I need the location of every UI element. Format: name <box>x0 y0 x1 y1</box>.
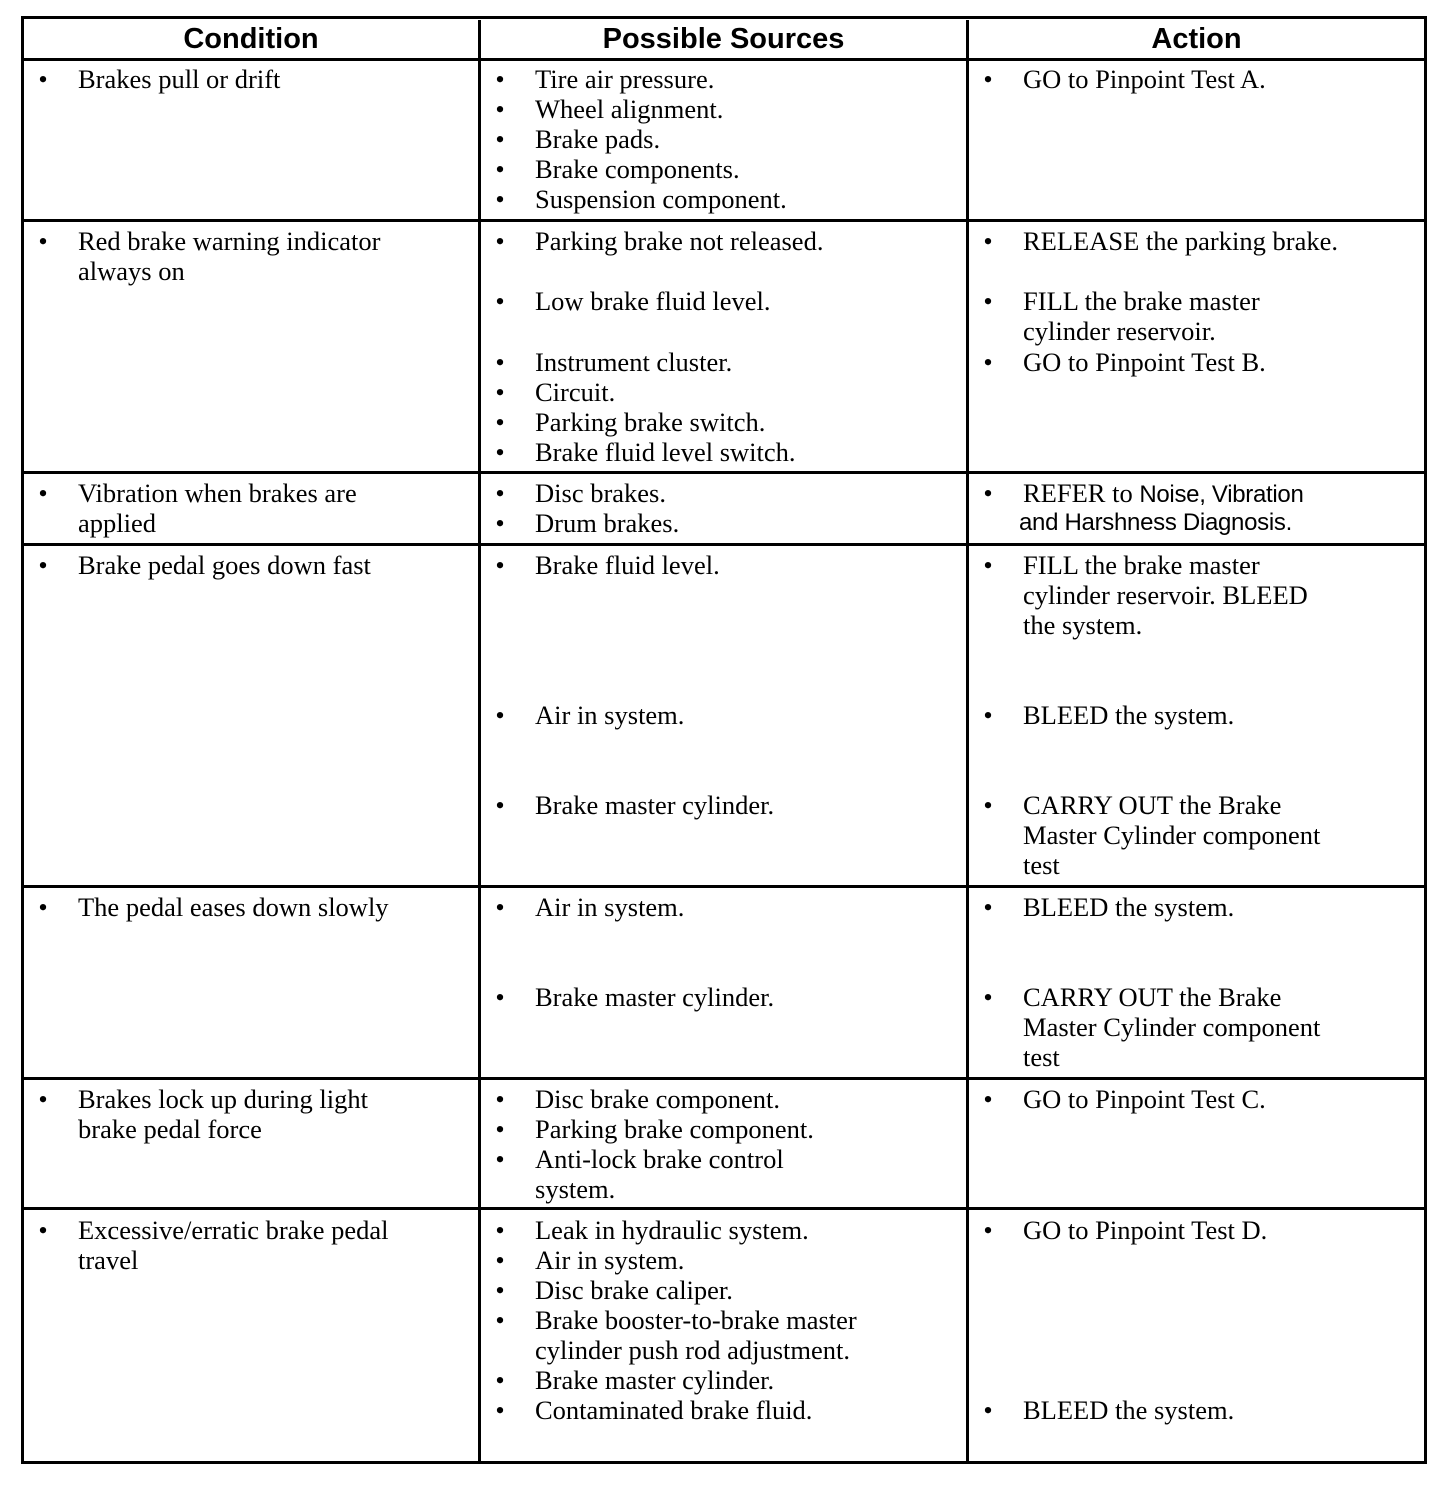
table-bottom-border <box>21 1461 1427 1464</box>
bullet-marker: • <box>983 550 993 580</box>
source-item <box>493 94 923 124</box>
condition-item-line: The pedal eases down slowly <box>78 892 389 922</box>
bullet-marker: • <box>495 407 505 437</box>
bullet-marker: • <box>495 550 505 580</box>
action-item-line: GO to Pinpoint Test B. <box>1023 347 1266 377</box>
source-item-line: Anti-lock brake control <box>535 1144 784 1174</box>
source-item <box>493 982 923 1012</box>
bullet-marker: • <box>495 1245 505 1275</box>
action-item-line: FILL the brake master <box>1023 286 1260 316</box>
condition-item-line: travel <box>78 1245 139 1276</box>
source-item <box>493 347 923 377</box>
action-item-line: BLEED the system. <box>1023 892 1235 922</box>
action-item-line: BLEED the system. <box>1023 1395 1235 1425</box>
source-item-line: Parking brake component. <box>535 1114 814 1144</box>
source-item-line: Brake master cylinder. <box>535 790 775 820</box>
header-condition: Condition <box>183 23 319 55</box>
bullet-marker: • <box>495 1144 505 1174</box>
bullet-marker: • <box>38 64 48 94</box>
source-item <box>493 700 923 730</box>
header-divider <box>21 58 1427 61</box>
row-divider <box>21 1207 1427 1210</box>
action-item <box>981 892 1411 922</box>
source-item-line: Circuit. <box>535 377 616 407</box>
bullet-marker: • <box>495 377 505 407</box>
source-item <box>493 550 923 580</box>
action-item <box>981 226 1411 256</box>
source-item-line: Disc brake component. <box>535 1084 781 1114</box>
action-item <box>981 550 1411 641</box>
bullet-marker: • <box>983 64 993 94</box>
bullet-marker: • <box>495 1114 505 1144</box>
source-item-line: Parking brake switch. <box>535 407 766 437</box>
bullet-marker: • <box>983 226 993 256</box>
row-divider <box>21 471 1427 474</box>
action-item-line: FILL the brake master <box>1023 550 1260 580</box>
bullet-marker: • <box>495 1215 505 1245</box>
header-action: Action <box>1151 23 1242 55</box>
source-item <box>493 1245 923 1275</box>
source-item <box>493 286 923 316</box>
header-possible-sources: Possible Sources <box>602 23 845 55</box>
bullet-marker: • <box>495 347 505 377</box>
source-item-line: cylinder push rod adjustment. <box>535 1335 850 1366</box>
bullet-marker: • <box>495 64 505 94</box>
bullet-marker: • <box>983 1395 993 1425</box>
source-item <box>493 1084 923 1114</box>
condition-item-line: brake pedal force <box>78 1114 262 1145</box>
reference-title: Noise, Vibration <box>1139 481 1304 508</box>
source-item <box>493 1275 923 1305</box>
action-item-line: CARRY OUT the Brake <box>1023 790 1282 820</box>
action-item-line: and Harshness Diagnosis. <box>1019 509 1292 537</box>
source-item-line: system. <box>535 1174 616 1205</box>
bullet-marker: • <box>495 1084 505 1114</box>
source-item-line: Brake master cylinder. <box>535 1365 775 1395</box>
condition-item-line: Vibration when brakes are <box>78 478 357 508</box>
condition-item-line: Brakes lock up during light <box>78 1084 368 1114</box>
source-item <box>493 226 923 256</box>
bullet-marker: • <box>38 226 48 256</box>
source-item <box>493 508 923 538</box>
action-item <box>981 286 1411 346</box>
bullet-marker: • <box>495 700 505 730</box>
action-item <box>981 700 1411 730</box>
condition-item <box>36 478 466 538</box>
condition-item-line: Red brake warning indicator <box>78 226 381 256</box>
bullet-marker: • <box>495 1365 505 1395</box>
bullet-marker: • <box>495 982 505 1012</box>
source-item <box>493 124 923 154</box>
source-item-line: Instrument cluster. <box>535 347 733 377</box>
bullet-marker: • <box>983 478 993 508</box>
source-item <box>493 64 923 94</box>
action-item <box>981 1084 1411 1114</box>
table-top-border <box>21 16 1427 19</box>
action-item-line: the system. <box>1023 610 1143 641</box>
action-item-line: CARRY OUT the Brake <box>1023 982 1282 1012</box>
condition-item <box>36 64 466 94</box>
column-divider-right <box>1424 18 1427 1464</box>
bullet-marker: • <box>495 124 505 154</box>
condition-item <box>36 892 466 922</box>
source-item <box>493 478 923 508</box>
bullet-marker: • <box>495 1305 505 1335</box>
action-item <box>981 64 1411 94</box>
bullet-marker: • <box>983 982 993 1012</box>
bullet-marker: • <box>983 1215 993 1245</box>
refer-prefix: REFER to <box>1023 478 1140 508</box>
source-item-line: Low brake fluid level. <box>535 286 771 316</box>
source-item-line: Brake booster-to-brake master <box>535 1305 857 1335</box>
source-item-line: Wheel alignment. <box>535 94 724 124</box>
bullet-marker: • <box>983 892 993 922</box>
condition-item-line: Excessive/erratic brake pedal <box>78 1215 389 1245</box>
action-item <box>981 478 1411 538</box>
source-item-line: Contaminated brake fluid. <box>535 1395 813 1425</box>
column-divider-2 <box>966 20 969 1461</box>
source-item-line: Air in system. <box>535 700 685 730</box>
action-item-line: Master Cylinder component <box>1023 1012 1321 1043</box>
action-item <box>981 1395 1411 1425</box>
condition-item-line: applied <box>78 508 156 539</box>
source-item-line: Tire air pressure. <box>535 64 715 94</box>
bullet-marker: • <box>495 154 505 184</box>
action-item <box>981 347 1411 377</box>
condition-item <box>36 1084 466 1144</box>
bullet-marker: • <box>495 226 505 256</box>
action-item-line: RELEASE the parking brake. <box>1023 226 1338 256</box>
source-item-line: Parking brake not released. <box>535 226 824 256</box>
bullet-marker: • <box>983 790 993 820</box>
bullet-marker: • <box>495 1275 505 1305</box>
row-divider <box>21 885 1427 888</box>
action-item-line: cylinder reservoir. BLEED <box>1023 580 1308 611</box>
source-item <box>493 1114 923 1144</box>
condition-item-line: Brake pedal goes down fast <box>78 550 371 580</box>
row-divider <box>21 219 1427 222</box>
action-item-line: test <box>1023 1042 1060 1073</box>
source-item-line: Brake pads. <box>535 124 661 154</box>
bullet-marker: • <box>983 700 993 730</box>
source-item <box>493 1395 923 1425</box>
source-item-line: Brake master cylinder. <box>535 982 775 1012</box>
action-item-line: BLEED the system. <box>1023 700 1235 730</box>
action-item <box>981 790 1411 881</box>
source-item-line: Disc brake caliper. <box>535 1275 733 1305</box>
column-divider-left <box>21 18 24 1464</box>
source-item <box>493 1305 923 1365</box>
source-item-line: Suspension component. <box>535 184 787 214</box>
source-item <box>493 1365 923 1395</box>
bullet-marker: • <box>38 550 48 580</box>
bullet-marker: • <box>495 508 505 538</box>
source-item-line: Brake fluid level switch. <box>535 437 796 467</box>
source-item <box>493 377 923 407</box>
condition-item-line: Brakes pull or drift <box>78 64 281 94</box>
bullet-marker: • <box>495 790 505 820</box>
source-item-line: Drum brakes. <box>535 508 680 538</box>
row-divider <box>21 1077 1427 1080</box>
source-item-line: Leak in hydraulic system. <box>535 1215 809 1245</box>
bullet-marker: • <box>38 1215 48 1245</box>
source-item <box>493 184 923 214</box>
source-item-line: Brake fluid level. <box>535 550 720 580</box>
bullet-marker: • <box>983 1084 993 1114</box>
bullet-marker: • <box>495 478 505 508</box>
bullet-marker: • <box>495 94 505 124</box>
condition-item <box>36 1215 466 1275</box>
action-item-line: Master Cylinder component <box>1023 820 1321 851</box>
bullet-marker: • <box>495 184 505 214</box>
bullet-marker: • <box>38 1084 48 1114</box>
bullet-marker: • <box>495 892 505 922</box>
condition-item-line: always on <box>78 256 185 287</box>
action-item-line: cylinder reservoir. <box>1023 316 1216 347</box>
source-item-line: Brake components. <box>535 154 740 184</box>
source-item <box>493 154 923 184</box>
action-item <box>981 982 1411 1073</box>
source-item-line: Disc brakes. <box>535 478 666 508</box>
bullet-marker: • <box>38 478 48 508</box>
row-divider <box>21 543 1427 546</box>
condition-item <box>36 550 466 580</box>
source-item <box>493 437 923 467</box>
column-divider-1 <box>478 20 481 1461</box>
source-item <box>493 1215 923 1245</box>
bullet-marker: • <box>495 437 505 467</box>
bullet-marker: • <box>983 286 993 316</box>
source-item-line: Air in system. <box>535 1245 685 1275</box>
condition-item <box>36 226 466 286</box>
source-item <box>493 1144 923 1204</box>
source-item <box>493 892 923 922</box>
action-item-line <box>1023 478 1304 510</box>
action-item-line: GO to Pinpoint Test A. <box>1023 64 1266 94</box>
source-item-line: Air in system. <box>535 892 685 922</box>
bullet-marker: • <box>495 286 505 316</box>
bullet-marker: • <box>38 892 48 922</box>
action-item-line: GO to Pinpoint Test C. <box>1023 1084 1266 1114</box>
action-item-line: GO to Pinpoint Test D. <box>1023 1215 1268 1245</box>
action-item <box>981 1215 1411 1245</box>
action-item-line: test <box>1023 850 1060 881</box>
source-item <box>493 407 923 437</box>
bullet-marker: • <box>495 1395 505 1425</box>
bullet-marker: • <box>983 347 993 377</box>
source-item <box>493 790 923 820</box>
